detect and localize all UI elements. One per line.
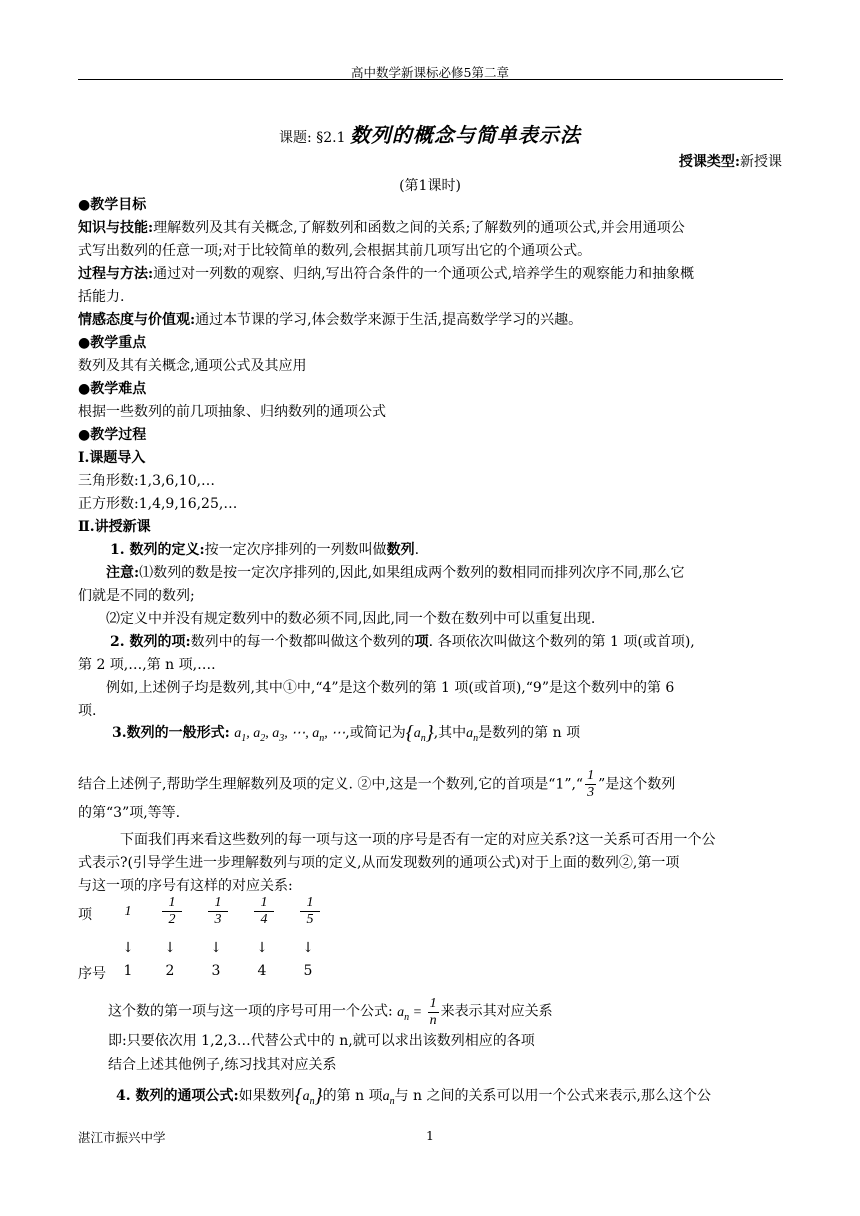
difficulties-text: 根据一些数列的前几项抽象、归纳数列的通项公式: [78, 404, 386, 420]
emotion-label: 情感态度与价值观:: [78, 312, 196, 328]
index-3: 3: [211, 963, 221, 979]
section-2-heading: Ⅱ.讲授新课: [78, 519, 151, 535]
combine-text-a: 结合上述例子,帮助学生理解数列及项的定义. ②中,这是一个数列,它的首项是“1”,“: [78, 776, 584, 793]
general-term-text-c: 与 n 之间的关系可以用一个公式来表示,那么这个公: [394, 1088, 711, 1104]
table-index-label: 序号: [78, 966, 106, 982]
sequence-notation: $\{a_n\}$: [405, 722, 434, 744]
general-term-text-a: 如果数列: [238, 1088, 295, 1104]
definition-line: [78, 539, 783, 562]
process-heading: ●教学过程: [78, 427, 147, 443]
example-line-1: 例如,上述例子均是数列,其中①中,“4”是这个数列的第 1 项(或首项),“9”是这个数列中的第 6: [106, 680, 675, 696]
header-rule: [78, 79, 783, 80]
period: (第1课时): [399, 178, 461, 194]
note-line-1b: 们就是不同的数列;: [78, 588, 195, 604]
title-prefix: 课题: §2.1: [279, 130, 350, 146]
difficulties-heading: ●教学难点: [78, 381, 147, 397]
term-label: 2. 数列的项:: [110, 634, 191, 650]
lesson-type-value: 新授课: [740, 154, 782, 170]
term-text-a: 数列中的每一个数都叫做这个数列的: [190, 634, 415, 650]
replace-line: 即:只要依次用 1,2,3…代替公式中的 n,就可以求出该数列相应的各项: [108, 1033, 535, 1049]
general-term-line: [116, 1085, 711, 1108]
definition-label: 1. 数列的定义:: [110, 542, 205, 558]
arrow-4: ↓: [256, 940, 268, 956]
term-line-1: [78, 631, 783, 654]
note-line-2: ⑵定义中并没有规定数列中的数必须不同,因此,同一个数在数列中可以重复出现.: [106, 611, 596, 627]
knowledge-line-1: [78, 217, 783, 240]
process-label: 过程与方法:: [78, 266, 154, 282]
index-1: 1: [123, 963, 133, 979]
term-3: $\frac{1}{3}$: [208, 895, 228, 928]
goals-section: [78, 194, 783, 723]
next-line-1: 下面我们再来看这些数列的每一项与这一项的序号是否有一定的对应关系?这一关系可否用一个公: [120, 832, 716, 848]
general-term-text-b: 的第 n 项: [322, 1088, 383, 1104]
knowledge-text-1: 理解数列及其有关概念,了解数列和函数之间的关系;了解数列的通项公式,并会用通项公: [153, 220, 685, 236]
index-5: 5: [303, 963, 313, 979]
page-header: 高中数学新课标必修5第二章: [351, 65, 509, 80]
table-term-label: 项: [78, 907, 92, 923]
term-bold: 项: [414, 634, 429, 650]
general-term-formula: $a_n$ = $\frac{1}{n}$: [397, 996, 437, 1028]
general-form-mid: ,或简记为: [345, 725, 406, 741]
term-1: 1: [124, 904, 132, 919]
lesson-type-label: 授课类型:: [678, 154, 740, 170]
section-1-heading: Ⅰ.课题导入: [78, 450, 146, 466]
nth-term-symbol-2: $a_n$: [382, 1089, 395, 1107]
note-1a: ⑴数列的数是按一定次序排列的,因此,如果组成两个数列的数相同而排列次序不同,那么它: [139, 565, 685, 581]
index-4: 4: [257, 963, 267, 979]
emotion-text: 通过本节课的学习,体会数学来源于生活,提高数学学习的兴趣。: [195, 312, 583, 328]
general-form-formula: $a_1$, $a_2$, $a_3$, ⋯, $a_n$, ⋯: [234, 726, 346, 744]
definition-text: 按一定次序排列的一列数叫做: [204, 542, 387, 558]
general-term-label: 4. 数列的通项公式:: [116, 1088, 239, 1104]
arrow-3: ↓: [210, 940, 222, 956]
formula-line: [108, 996, 553, 1029]
definition-bold: 数列: [386, 542, 415, 558]
lesson-title: [0, 119, 860, 148]
process-line-1: [78, 263, 783, 286]
general-form-line: [112, 722, 580, 745]
key-points-heading: ●教学重点: [78, 335, 147, 351]
title-main: 数列的概念与简单表示法: [349, 123, 581, 147]
key-points-text: 数列及其有关概念,通项公式及其应用: [78, 358, 307, 374]
combine-line-1: [78, 768, 675, 801]
next-paragraph: [78, 829, 783, 898]
general-form-label: 3.数列的一般形式:: [112, 725, 230, 741]
triangular-numbers: 三角形数:1,3,6,10,…: [78, 473, 216, 489]
lesson-type: [679, 151, 782, 171]
general-form-end2: 是数列的第 n 项: [478, 725, 581, 741]
term-line-2: 第 2 项,…,第 n 项,….: [78, 657, 216, 673]
combine-line-2: 的第“3”项,等等.: [78, 805, 181, 821]
note-label: 注意:: [106, 565, 140, 581]
next-line-3: 与这一项的序号有这样的对应关系:: [78, 878, 293, 894]
process-line-2: 括能力.: [78, 289, 125, 305]
next-line-2: 式表示?(引导学生进一步理解数列与项的定义,从而发现数列的通项公式)对于上面的数列②,第一项: [78, 855, 680, 871]
term-text-b: . 各项依次叫做这个数列的第 1 项(或首项),: [428, 634, 695, 650]
term-2: $\frac{1}{2}$: [162, 895, 182, 928]
term-4: $\frac{1}{4}$: [254, 895, 274, 928]
general-form-end1: ,其中: [433, 725, 467, 741]
index-2: 2: [165, 963, 175, 979]
practice-line: 结合上述其他例子,练习找其对应关系: [108, 1057, 337, 1073]
knowledge-label: 知识与技能:: [78, 220, 154, 236]
square-numbers: 正方形数:1,4,9,16,25,…: [78, 496, 238, 512]
emotion-line: [78, 309, 783, 332]
example-line-2: 项.: [78, 703, 97, 719]
sequence-notation-2: $\{a_n\}$: [294, 1085, 323, 1107]
definition-end: .: [414, 542, 420, 558]
page-number: 1: [426, 1128, 434, 1143]
formula-text-a: 这个数的第一项与这一项的序号可用一个公式:: [108, 1003, 393, 1020]
fraction-one-third: $\frac{1}{3}$: [587, 768, 595, 800]
footer-school: 湛江市振兴中学: [78, 1130, 166, 1145]
note-line-1: [78, 562, 783, 585]
term-5: $\frac{1}{5}$: [300, 895, 320, 928]
arrow-2: ↓: [164, 940, 176, 956]
goals-heading: ●教学目标: [78, 197, 147, 213]
arrow-5: ↓: [302, 940, 314, 956]
arrow-1: ↓: [122, 940, 134, 956]
knowledge-line-2: 式写出数列的任意一项;对于比较简单的数列,会根据其前几项写出它的个通项公式。: [78, 243, 592, 259]
nth-term-symbol: $a_n$: [466, 726, 479, 744]
process-text-1: 通过对一列数的观察、归纳,写出符合条件的一个通项公式,培养学生的观察能力和抽象概: [153, 266, 695, 282]
formula-text-b: 来表示其对应关系: [440, 1003, 553, 1020]
combine-text-b: ”是这个数列: [598, 776, 676, 793]
